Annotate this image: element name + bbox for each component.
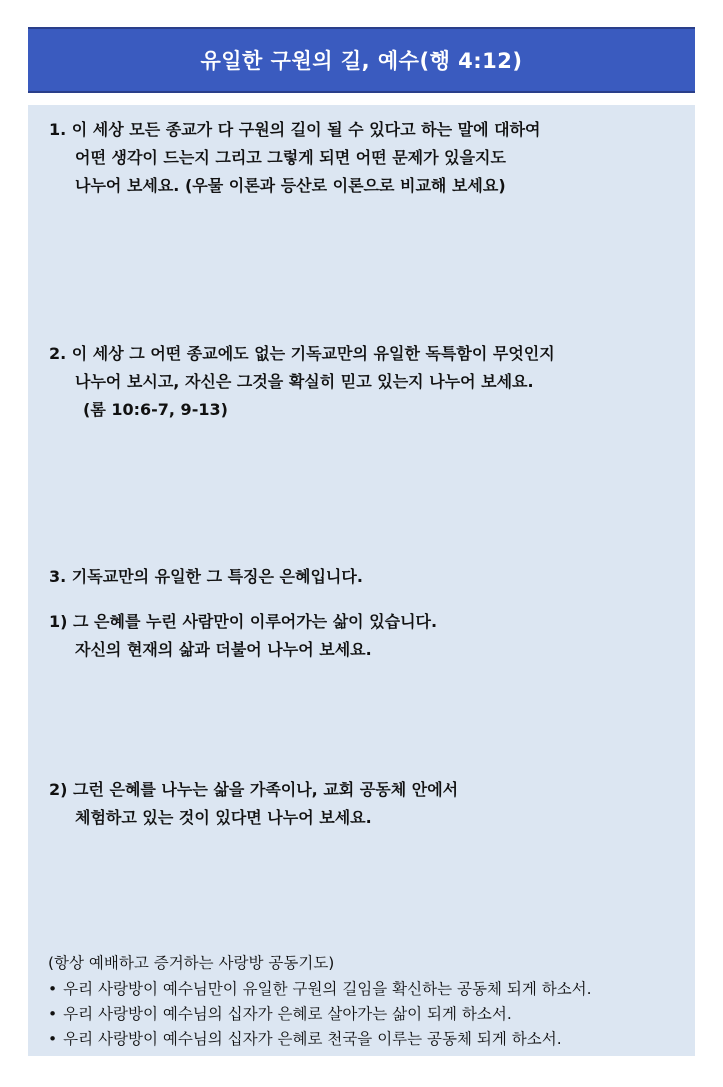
bullet-icon: • <box>48 1030 58 1048</box>
page-title: 유일한 구원의 길, 예수(행 4:12) <box>200 49 523 73</box>
question-2-line-2: 나누어 보시고, 자신은 그것을 확실히 믿고 있는지 나누어 보세요. <box>75 372 534 391</box>
bullet-icon: • <box>48 1005 58 1023</box>
prayer-item <box>48 1004 512 1024</box>
question-3-1-line-2: 자신의 현재의 삶과 더불어 나누어 보세요. <box>75 640 372 659</box>
bullet-icon: • <box>48 980 58 998</box>
title-banner <box>28 27 695 93</box>
prayer-item-text: 우리 사랑방이 예수님만이 유일한 구원의 길임을 확신하는 공동체 되게 하소서. <box>63 980 592 998</box>
question-1-line-2: 어떤 생각이 드는지 그리고 그렇게 되면 어떤 문제가 있을지도 <box>75 148 506 167</box>
question-3-2-line-2: 체험하고 있는 것이 있다면 나누어 보세요. <box>75 808 372 827</box>
question-3-line-1: 3. 기독교만의 유일한 그 특징은 은혜입니다. <box>49 567 363 586</box>
prayer-item <box>48 979 592 999</box>
question-1-line-3: 나누어 보세요. (우물 이론과 등산로 이론으로 비교해 보세요) <box>75 176 506 195</box>
prayer-item-text: 우리 사랑방이 예수님의 십자가 은혜로 천국을 이루는 공동체 되게 하소서. <box>63 1030 562 1048</box>
question-3-2-line-1: 2) 그런 은혜를 나누는 삶을 가족이나, 교회 공동체 안에서 <box>49 780 459 799</box>
question-3-1-line-1: 1) 그 은혜를 누린 사람만이 이루어가는 삶이 있습니다. <box>49 612 438 631</box>
prayer-item-text: 우리 사랑방이 예수님의 십자가 은혜로 살아가는 삶이 되게 하소서. <box>63 1005 512 1023</box>
worksheet-panel <box>28 105 695 1056</box>
question-2-line-1: 2. 이 세상 그 어떤 종교에도 없는 기독교만의 유일한 독특함이 무엇인지 <box>49 344 555 363</box>
question-2-reference: (롬 10:6-7, 9-13) <box>83 400 228 419</box>
prayer-item <box>48 1029 562 1049</box>
prayer-heading: (항상 예배하고 증거하는 사랑방 공동기도) <box>48 954 335 972</box>
question-1-line-1: 1. 이 세상 모든 종교가 다 구원의 길이 될 수 있다고 하는 말에 대하여 <box>49 120 541 139</box>
